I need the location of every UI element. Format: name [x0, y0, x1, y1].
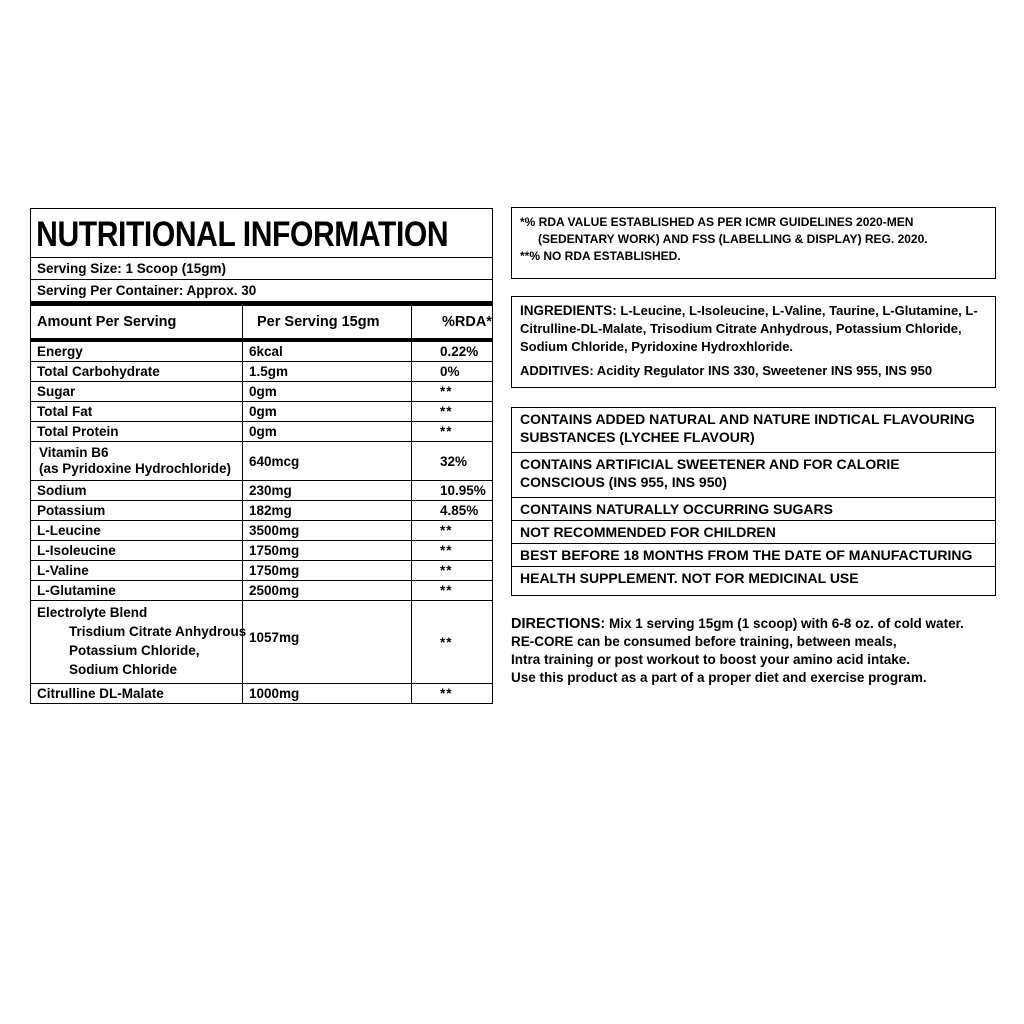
nutrient-rda: 4.85%: [412, 501, 493, 521]
servings-per-container: Serving Per Container: Approx. 30: [31, 279, 492, 301]
nutrient-amount: 3500mg: [243, 521, 412, 541]
directions-label: DIRECTIONS:: [511, 616, 606, 632]
nutrient-name: Potassium: [31, 501, 243, 521]
nutrient-amount: 0gm: [243, 402, 412, 422]
claim-row: CONTAINS NATURALLY OCCURRING SUGARS: [512, 497, 995, 520]
nutrient-rda: **: [412, 601, 493, 684]
nutrient-name: Total Fat: [31, 402, 243, 422]
nutrient-rda: **: [412, 402, 493, 422]
nutrient-name: Total Carbohydrate: [31, 362, 243, 382]
ingredients-box: [511, 296, 996, 388]
directions-text: Mix 1 serving 15gm (1 scoop) with 6-8 oz. of cold water.: [605, 616, 964, 631]
table-row: [31, 422, 492, 442]
nutrient-name: Electrolyte Blend: [37, 605, 148, 620]
nutrient-amount: 1000mg: [243, 684, 412, 704]
nutrient-rda: 0.22%: [412, 340, 493, 362]
nutrient-rda: 32%: [412, 442, 493, 481]
directions-block: [511, 615, 996, 687]
claim-row: HEALTH SUPPLEMENT. NOT FOR MEDICINAL USE: [512, 566, 995, 589]
directions-line: Intra training or post workout to boost your amino acid intake.: [511, 652, 911, 667]
additives-text: Acidity Regulator INS 330, Sweetener INS 955, INS 950: [593, 363, 933, 378]
header-per-serving: Per Serving 15gm: [243, 306, 412, 340]
table-row: [31, 581, 492, 601]
nutrient-amount: 6kcal: [243, 340, 412, 362]
table-row: [31, 601, 492, 684]
nutrient-name: Citrulline DL-Malate: [31, 684, 243, 704]
serving-size: Serving Size: 1 Scoop (15gm): [31, 257, 492, 279]
table-row: [31, 442, 492, 481]
rda-note-line: *% RDA VALUE ESTABLISHED AS PER ICMR GUIDELINES 2020-MEN: [520, 215, 914, 229]
nutrient-name: L-Valine: [31, 561, 243, 581]
table-row: [31, 684, 492, 704]
nutrient-amount: 1750mg: [243, 541, 412, 561]
nutrient-name-multiline: [31, 601, 247, 684]
claim-row: CONTAINS ADDED NATURAL AND NATURE INDTICAL FLAVOURING SUBSTANCES (LYCHEE FLAVOUR): [520, 411, 975, 445]
nutrient-amount: 640mcg: [243, 442, 412, 481]
nutrient-rda: **: [412, 541, 493, 561]
table-row: [31, 561, 492, 581]
claim-row: BEST BEFORE 18 MONTHS FROM THE DATE OF MANUFACTURING: [512, 543, 995, 566]
nutrient-amount: 230mg: [243, 481, 412, 501]
nutrient-amount: 1750mg: [243, 561, 412, 581]
ingredients-label: INGREDIENTS:: [520, 303, 617, 318]
nutrient-name: Vitamin B6: [39, 445, 109, 460]
table-row: [31, 541, 492, 561]
nutrient-name: L-Isoleucine: [31, 541, 243, 561]
header-amount-per-serving: Amount Per Serving: [31, 306, 243, 340]
nutrient-name-detail: (as Pyridoxine Hydrochloride): [39, 461, 232, 476]
nutrient-amount: 0gm: [243, 422, 412, 442]
claims-box: [511, 407, 996, 596]
nutrient-rda: **: [412, 561, 493, 581]
nutrient-name: Sodium: [31, 481, 243, 501]
table-row: [31, 402, 492, 422]
nutrient-rda: **: [412, 684, 493, 704]
header-rda: %RDA*: [412, 306, 493, 340]
nutrient-name: L-Glutamine: [31, 581, 243, 601]
blend-component: Potassium Chloride,: [69, 643, 200, 658]
nutrient-amount: 1.5gm: [243, 362, 412, 382]
nutrient-rda: 10.95%: [412, 481, 493, 501]
nutrient-amount: 1057mg: [243, 601, 412, 684]
claim-row: NOT RECOMMENDED FOR CHILDREN: [512, 520, 995, 543]
nutrition-facts-table: [30, 208, 493, 704]
ingredients-text: L-Leucine, L-Isoleucine, L-Valine, Taurine, L-Glutamine, L-Citrulline-DL-Malate, Trisodium Citrate Anhydrous, Potassium Chloride, Sodium Chloride, Pyridoxine Hydroxhloride.: [520, 303, 978, 354]
table-row: [31, 481, 492, 501]
directions-line: Use this product as a part of a proper diet and exercise program.: [511, 670, 927, 685]
nutrient-name: Sugar: [31, 382, 243, 402]
ingredients-paragraph: [520, 302, 987, 356]
table-row: [31, 382, 492, 402]
table-row: [31, 340, 492, 362]
additives-label: ADDITIVES:: [520, 363, 594, 378]
nutrient-name: Energy: [31, 340, 243, 362]
nutrient-rda: 0%: [412, 362, 493, 382]
nutrient-rda: **: [412, 521, 493, 541]
nutrient-name-multiline: [31, 442, 243, 481]
nutrient-rda: **: [412, 422, 493, 442]
rda-note-line: (SEDENTARY WORK) AND FSS (LABELLING & DISPLAY) REG. 2020.: [538, 232, 928, 246]
nutrient-amount: 182mg: [243, 501, 412, 521]
nutrient-amount: 2500mg: [243, 581, 412, 601]
nutrient-rda: **: [412, 581, 493, 601]
claim-row: CONTAINS ARTIFICIAL SWEETENER AND FOR CALORIE CONSCIOUS (INS 955, INS 950): [512, 452, 995, 497]
rda-note-line: **% NO RDA ESTABLISHED.: [520, 249, 681, 263]
nutrient-grid: [31, 306, 492, 703]
nutrient-rda: **: [412, 382, 493, 402]
additives-paragraph: [520, 362, 987, 380]
table-row: [31, 362, 492, 382]
directions-line: RE-CORE can be consumed before training, between meals,: [511, 634, 897, 649]
table-row: [31, 521, 492, 541]
rda-note-box: [511, 207, 996, 279]
nutrient-amount: 0gm: [243, 382, 412, 402]
nutrition-title: NUTRITIONAL INFORMATION: [36, 215, 449, 254]
blend-component: Trisdium Citrate Anhydrous: [69, 624, 247, 639]
nutrient-name: L-Leucine: [31, 521, 243, 541]
table-header-row: [31, 306, 492, 340]
nutrient-name: Total Protein: [31, 422, 243, 442]
blend-component: Sodium Chloride: [69, 662, 177, 677]
directions-line: [511, 615, 996, 633]
table-row: [31, 501, 492, 521]
